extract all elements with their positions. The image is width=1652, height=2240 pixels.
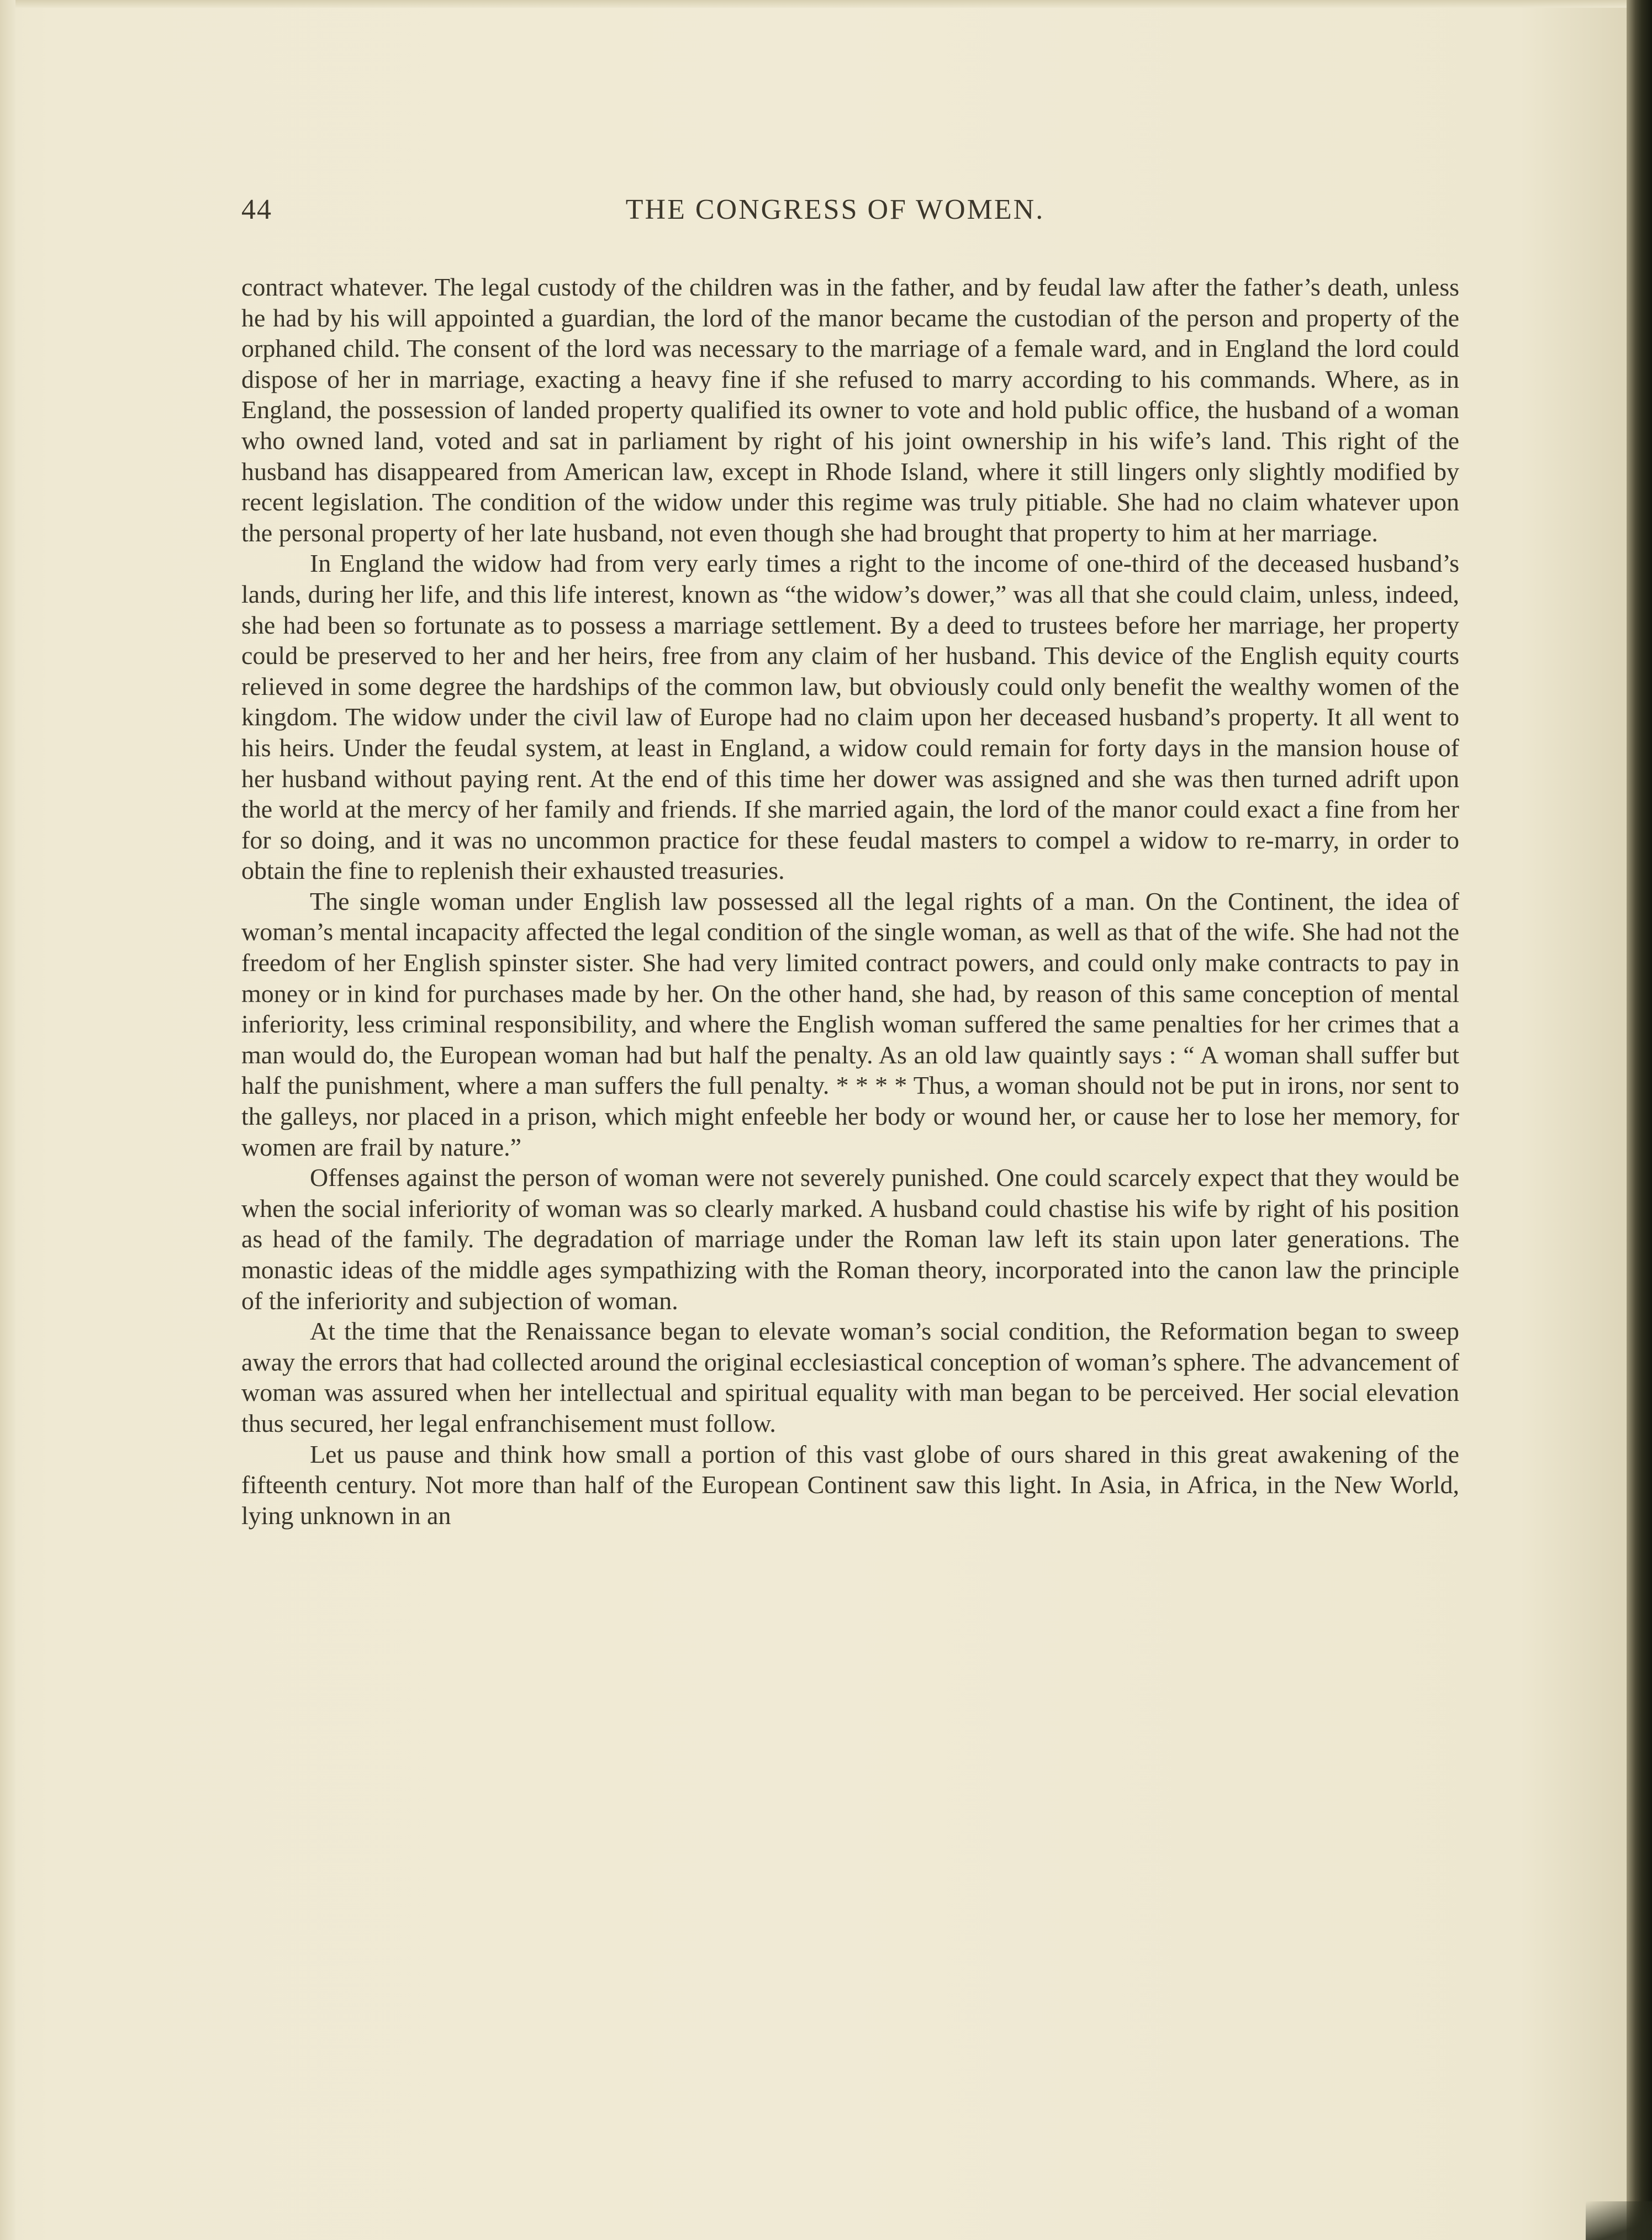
running-title: THE CONGRESS OF WOMEN. — [625, 194, 1045, 225]
page-number: 44 — [241, 194, 272, 225]
paragraph-4: Offenses against the person of woman were not severely punished. One could scarcely expect that they would be when the social inferiority of woman was so clearly marked. A husband could chastise his wife by right of his position as head of the family. The degradation of marriage under the Roman law left its stain upon later generations. The monastic ideas of the middle ages sympathizing with the Roman theory, incorporated into the canon law the principle of the inferiority and subjection of woman. — [241, 1163, 1459, 1315]
paragraph-6: Let us pause and think how small a portion of this vast globe of ours shared in this great awakening of the fifteenth century. Not more than half of the European Continent saw this light. In Asia, in Africa, in the New World, lying unknown in an — [241, 1440, 1459, 1530]
paragraph-5: At the time that the Renaissance began to elevate woman’s social condition, the Reformation began to sweep away the errors that had collected around the original ecclesiastical conception of woman’s sphere. The advancement of woman was assured when her intellectual and spiritual equality with man began to be perceived. Her social elevation thus secured, her legal enfranchisement must follow. — [241, 1317, 1459, 1437]
book-spine — [1627, 0, 1652, 2240]
page-left-edge — [0, 0, 15, 2240]
paragraph-2: In England the widow had from very early times a right to the income of one-third of the deceased husband’s lands, during her life, and this life interest, known as “the widow’s dower,” was all that she could claim, unless, indeed, she had been so fortunate as to possess a marriage settlement. By a deed to trustees before her marriage, her property could be preserved to her and her heirs, free from any claim of her husband. This device of the English equity courts relieved in some degree the hardships of the common law, but obviously could only benefit the wealthy women of the kingdom. The widow under the civil law of Europe had no claim upon her deceased husband’s property. It all went to his heirs. Under the feudal system, at least in England, a widow could remain for forty days in the mansion house of her husband without paying rent. At the end of this time her dower was assigned and she was then turned adrift upon the world at the mercy of her family and friends. If she married again, the lord of the manor could exact a fine from her for so doing, and it was no uncommon practice for these feudal masters to compel a widow to re-marry, in order to obtain the fine to replenish their exhausted treasuries. — [241, 549, 1459, 885]
paragraph-3: The single woman under English law possessed all the legal rights of a man. On the Continent, the idea of woman’s mental incapacity affected the legal condition of the single woman, as well as that of the wife. She had not the freedom of her English spinster sister. She had very limited contract powers, and could only make contracts to pay in money or in kind for purchases made by her. On the other hand, she had, by reason of this same conception of mental inferiority, less criminal responsibility, and where the English woman suffered the same penalties for her crimes that a man would do, the European woman had but half the penalty. As an old law quaintly says : “ A woman shall suffer but half the punishment, where a man suffers the full penalty. * * * * Thus, a woman should not be put in irons, nor sent to the galleys, nor placed in a prison, which might enfeeble her body or wound her, or cause her to lose her memory, for women are frail by nature.” — [241, 887, 1459, 1161]
page-header — [241, 193, 1429, 238]
spine-shadow — [1586, 2201, 1652, 2240]
paragraph-1: contract whatever. The legal custody of the children was in the father, and by feudal law after the father’s death, unless he had by his will appointed a guardian, the lord of the manor became the custodian of the person and property of the orphaned child. The consent of the lord was necessary to the marriage of a female ward, and in England the lord could dispose of her in marriage, exacting a heavy fine if she refused to marry according to his commands. Where, as in England, the possession of landed property qualified its owner to vote and hold public office, the husband of a woman who owned land, voted and sat in parliament by right of his joint ownership in his wife’s land. This right of the husband has disappeared from American law, except in Rhode Island, where it still lingers only slightly modified by recent legislation. The condition of the widow under this regime was truly pitiable. She had no claim whatever upon the personal property of her late husband, not even though she had brought that property to him at her marriage. — [241, 273, 1459, 547]
page-top-edge — [0, 0, 1652, 8]
body-text — [241, 272, 1459, 1531]
